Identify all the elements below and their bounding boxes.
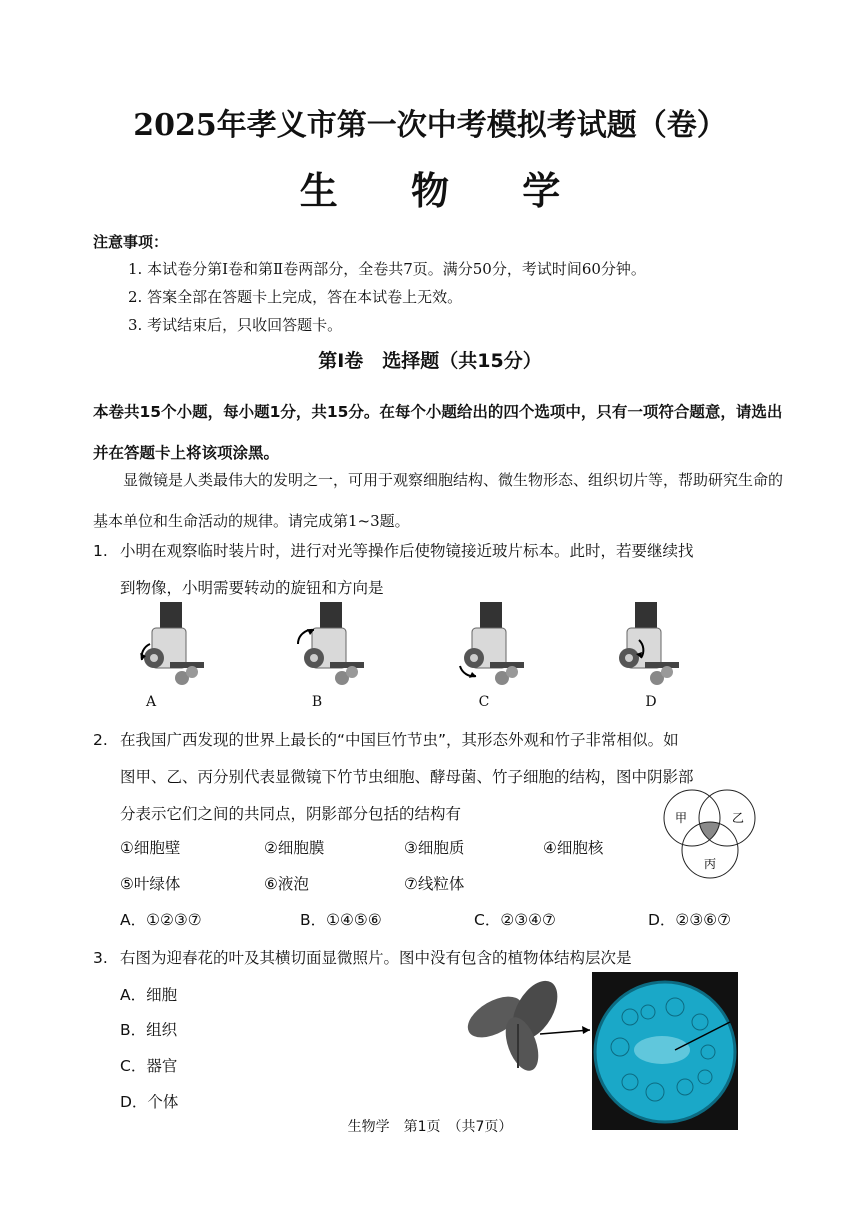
answer-option-c: C．器官 [120,1057,178,1075]
structure-item: ③细胞质 [404,839,465,857]
answer-option-c: C．②③④⑦ [474,911,556,929]
microscope-image-a [140,602,204,685]
option-label-c: C [478,694,490,710]
structure-item: ⑦线粒体 [404,875,465,893]
question-number: 3. [93,949,108,967]
question-stem: 在我国广西发现的世界上最长的“中国巨竹节虫”，其形态外观和竹子非常相似。如 [120,731,679,749]
option-label-b: B [311,694,323,710]
structure-item: ④细胞核 [543,839,604,857]
option-label-a: A [145,694,157,710]
venn-label-c: 丙 [704,857,717,871]
answer-option-a: A．细胞 [120,986,178,1004]
microscope-image-b [298,602,364,685]
structure-item: ②细胞膜 [264,839,325,857]
passage-intro: 显微镜是人类最伟大的发明之一，可用于观察细胞结构、微生物形态、组织切片等，帮助研究生命的基本单位和生命活动的规律。请完成第1~3题。 [93,471,784,530]
answer-option-a: A．①②③⑦ [120,911,202,929]
question-1 [93,533,783,607]
microscope-image-d [619,602,679,685]
venn-label-b: 乙 [732,811,745,825]
micrograph-image [592,972,738,1130]
microscope-figures [125,600,685,692]
microscope-image-c [460,602,524,685]
page-footer: 生物学 第1页 （共7页） [347,1119,513,1135]
answer-option-b: B．①④⑤⑥ [300,911,382,929]
venn-label-a: 甲 [675,811,688,825]
exam-title: 2025年孝义市第一次中考模拟考试题（卷） [133,108,727,143]
answer-option-d: D．②③⑥⑦ [648,911,732,929]
question-stem: 小明在观察临时装片时，进行对光等操作后使物镜接近玻片标本。此时，若要继续找 [120,542,694,560]
question-stem-cont: 到物像，小明需要转动的旋钮和方向是 [120,579,384,597]
structure-item: ⑤叶绿体 [120,875,181,893]
question-stem-cont: 图甲、乙、丙分别代表显微镜下竹节虫细胞、酵母菌、竹子细胞的结构，图中阴影部 [120,768,694,786]
question-stem-cont: 分表示它们之间的共同点，阴影部分包括的结构有 [120,805,462,823]
answer-option-d: D．个体 [120,1093,179,1111]
structure-item: ①细胞壁 [120,839,181,857]
question-number: 1. [93,542,108,560]
question-stem: 右图为迎春花的叶及其横切面显微照片。图中没有包含的植物体结构层次是 [120,949,632,967]
section-title: 第Ⅰ卷 选择题（共15分） [318,350,542,372]
notice-item: 3. 考试结束后，只收回答题卡。 [128,316,343,334]
section-instructions: 本卷共15个小题，每小题1分，共15分。在每个小题给出的四个选项中，只有一项符合题意，请选出并在答题卡上将该项涂黑。 [93,403,783,462]
notice-item: 2. 答案全部在答题卡上完成，答在本试卷上无效。 [128,288,463,306]
answer-option-b: B．组织 [120,1021,178,1039]
notice-heading: 注意事项： [93,233,169,251]
subject-title: 生 物 学 [299,168,591,213]
option-label-d: D [645,694,657,710]
notice-item: 1. 本试卷分第Ⅰ卷和第Ⅱ卷两部分，全卷共7页。满分50分，考试时间60分钟。 [128,260,646,278]
question-number: 2. [93,731,108,749]
leaf-micrograph-figure [450,972,740,1130]
structure-item: ⑥液泡 [264,875,309,893]
venn-diagram [655,788,765,888]
leaf-image [450,972,590,1075]
